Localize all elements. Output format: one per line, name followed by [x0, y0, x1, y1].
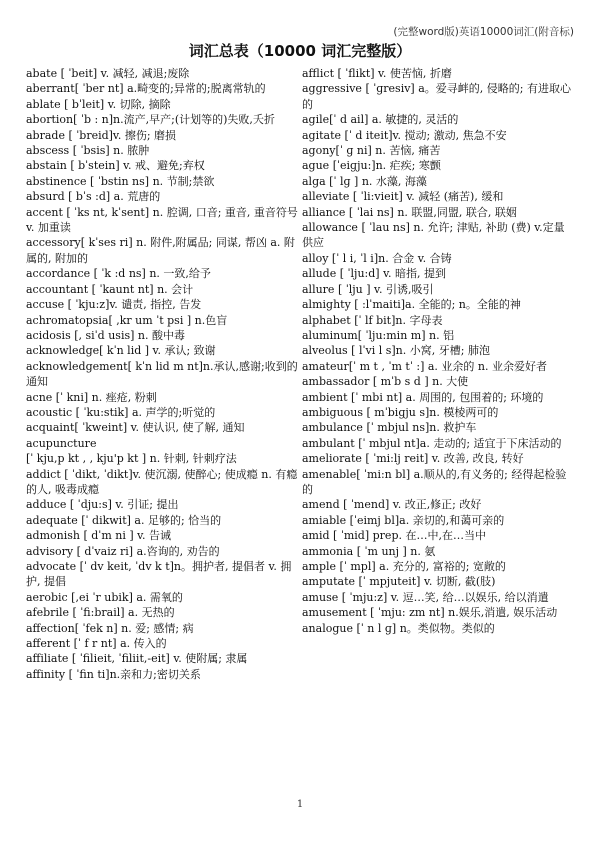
vocab-entry: almighty [ :lˈmaiti]a. 全能的; n。全能的神 [302, 298, 521, 312]
vocab-entry: affinity [ ˈfin ti]n.亲和力;密切关系 [26, 667, 201, 681]
vocab-entry: abstinence [ ˈbstin ns] n. 节制;禁欲 [26, 174, 215, 188]
vocab-entry: agile[ˈ d ail] a. 敏捷的, 灵活的 [302, 113, 459, 127]
page-title: 词汇总表（10000 词汇完整版） [188, 42, 412, 60]
vocab-entry: acoustic [ ˈku:stik] a. 声学的;听觉的 [26, 405, 216, 419]
vocab-entry: alloy [ˈ l i, ˈl i]n. 合金 v. 合铸 [302, 251, 452, 265]
header-note: (完整word版)英语10000词汇(附音标) [393, 26, 574, 38]
vocab-entry: amend [ ˈmend] v. 改正,修正; 改好 [302, 498, 482, 512]
vocab-entry: achromatopsia[ ,kr um ˈt psi ] n.色盲 [26, 313, 228, 327]
vocab-entry: amid [ ˈmid] prep. 在…中,在…当中 [302, 529, 486, 543]
vocab-entry: ague [ˈeiɡju:]n. 疟疾; 寒颤 [302, 159, 441, 173]
vocab-entry: alleviate [ ˈli:vieit] v. 减轻 (痛苦), 缓和 [302, 190, 504, 204]
vocab-entry: acknowledgement[ kˈn lid m nt]n.承认,感谢;收到的通知 [26, 359, 298, 389]
vocab-entry: accessory[ kˈses ri] n. 附件,附属品; 同谋, 帮凶 a. 附属的, 附加的 [26, 236, 295, 265]
vocab-entry: afebrile [ ˈfi:brail] a. 无热的 [26, 606, 175, 620]
vocab-entry: aggressive [ ˈɡresiv] a。爱寻衅的, 侵略的; 有进取心的 [302, 82, 571, 111]
vocab-entry: affiliate [ ˈfilieit, ˈfiliit,-eit] v. 使附属; 隶属 [26, 652, 248, 666]
vocab-entry: abate [ ˈbeit] v. 减轻, 减退;废除 [26, 67, 190, 80]
vocab-entry: amuse [ ˈmju:z] v. 逗…笑, 给…以娱乐, 给以消遣 [302, 590, 549, 604]
vocab-entry: acne [ˈ kni] n. 痤疮, 粉刺 [26, 390, 157, 404]
vocab-entry: ambient [ˈ mbi nt] a. 周围的, 包围着的; 环境的 [302, 390, 544, 404]
vocab-entry: amateur[ˈ m t , ˈm tˈ :] a. 业余的 n. 业余爱好者 [302, 359, 547, 373]
vocab-entry: acupuncture [26, 436, 97, 450]
vocab-entry: amputate [ˈ mpjuteit] v. 切断, 截(肢) [302, 575, 496, 589]
vocab-entry: affection[ ˈfek n] n. 爱; 感情; 病 [26, 621, 194, 635]
vocab-entry: abortion[ ˈb : n]n.流产,早产;(计划等的)失败,夭折 [26, 113, 275, 127]
left-column [26, 66, 298, 682]
vocab-entry: ameliorate [ ˈmi:lj reit] v. 改善, 改良, 转好 [302, 452, 524, 466]
vocab-entry: agitate [ˈ d iteit]v. 搅动; 激动, 焦急不安 [302, 128, 507, 142]
vocab-entry: abscess [ ˈbsis] n. 脓肿 [26, 144, 150, 158]
vocab-entry: afflict [ ˈflikt] v. 使苦恼, 折磨 [302, 67, 452, 80]
vocab-entry: aerobic [,ei ˈr ubik] a. 需氧的 [26, 590, 183, 604]
vocab-entry: allure [ ˈlju ] v. 引诱,吸引 [302, 282, 434, 296]
vocab-entry: [ˈ kju,p kt , , kju'p kt ] n. 针刺, 针刺疗法 [26, 452, 237, 466]
vocab-entry: allowance [ ˈlau ns] n. 允许; 津贴, 补助 (费) v.定量供应 [302, 221, 565, 250]
vocab-entry: advisory [ dˈvaiz ri] a.咨询的, 劝告的 [26, 544, 220, 558]
vocab-entry: abrade [ ˈbreid]v. 擦伤; 磨损 [26, 128, 177, 142]
vocab-entry: ambassador [ mˈb s d ] n. 大使 [302, 375, 469, 389]
vocab-entry: adduce [ ˈdju:s] v. 引证; 提出 [26, 498, 179, 512]
vocab-entry: amiable [ˈeimj bl]a. 亲切的,和蔼可亲的 [302, 513, 505, 527]
vocab-entry: alphabet [ˈ lf bit]n. 字母表 [302, 313, 443, 327]
vocab-entry: alliance [ ˈlai ns] n. 联盟,同盟, 联合, 联姻 [302, 205, 517, 219]
vocab-entry: ablate [ bˈleit] v. 切除, 摘除 [26, 97, 171, 111]
vocab-entry: acquaint[ ˈkweint] v. 使认识, 使了解, 通知 [26, 421, 245, 435]
vocab-entry: amusement [ ˈmju: zm nt] n.娱乐,消遣, 娱乐活动 [302, 606, 558, 620]
vocab-entry: ambulant [ˈ mbjul nt]a. 走动的; 适宜于下床活动的 [302, 436, 562, 450]
vocab-entry: ample [ˈ mpl] a. 充分的, 富裕的; 宽敞的 [302, 560, 506, 573]
right-column [302, 66, 574, 636]
vocab-entry: accent [ ˈks nt, kˈsent] n. 腔调, 口音; 重音, 重音符号 v. 加重读 [26, 205, 298, 235]
vocab-entry: ambulance [ˈ mbjul ns]n. 救护车 [302, 421, 477, 435]
vocab-entry: adequate [ˈ dikwit] a. 足够的; 恰当的 [26, 513, 222, 527]
vocab-entry: aluminum[ ˈlju:min m] n. 铝 [302, 328, 455, 342]
vocab-entry: alga [ˈ lɡ ] n. 水藻, 海藻 [302, 174, 427, 188]
vocab-entry: acidosis [, siˈd usis] n. 酸中毒 [26, 328, 185, 342]
vocab-entry: absurd [ bˈs :d] a. 荒唐的 [26, 190, 161, 204]
vocab-entry: accuse [ ˈkju:z]v. 谴责, 指控, 告发 [26, 298, 202, 312]
vocab-entry: admonish [ dˈm ni ] v. 告诫 [26, 529, 172, 543]
vocab-entry: abstain [ bˈstein] v. 戒、避免;弃权 [26, 159, 205, 173]
vocab-entry: amenable[ ˈmi:n bl] a.顺从的,有义务的; 经得起检验的 [302, 467, 567, 496]
vocab-entry: agony[ˈ ɡ ni] n. 苦恼, 痛苦 [302, 144, 441, 158]
vocab-entry: acknowledge[ kˈn lid ] v. 承认; 致谢 [26, 344, 216, 358]
vocab-entry: analogue [ˈ n l ɡ] n。类似物。类似的 [302, 621, 495, 635]
vocab-entry: ammonia [ ˈm unj ] n. 氨 [302, 544, 436, 558]
vocab-entry: accountant [ ˈkaunt nt] n. 会计 [26, 282, 194, 296]
vocab-entry: alveolus [ lˈvi l s]n. 小窝, 牙槽; 肺泡 [302, 344, 490, 358]
vocab-entry: afferent [ˈ f r nt] a. 传入的 [26, 637, 167, 651]
vocab-entry: advocate [ˈ dv keit, ˈdv k t]n。拥护者, 提倡者 v. 拥护, 提倡 [26, 560, 292, 589]
vocab-entry: accordance [ ˈk :d ns] n. 一致,给予 [26, 267, 211, 281]
vocab-entry: aberrant[ ˈber nt] a.畸变的;异常的;脱离常轨的 [26, 82, 266, 96]
vocab-entry: addict [ ˈdikt, ˈdikt]v. 使沉溺, 使醉心; 使成瘾 n. 有瘾的人, 吸毒成瘾 [26, 467, 298, 496]
page-number: 1 [296, 799, 304, 810]
vocab-entry: allude [ ˈlju:d] v. 暗指, 提到 [302, 267, 446, 281]
vocab-entry: ambiguous [ mˈbiɡju s]n. 模棱两可的 [302, 405, 499, 419]
